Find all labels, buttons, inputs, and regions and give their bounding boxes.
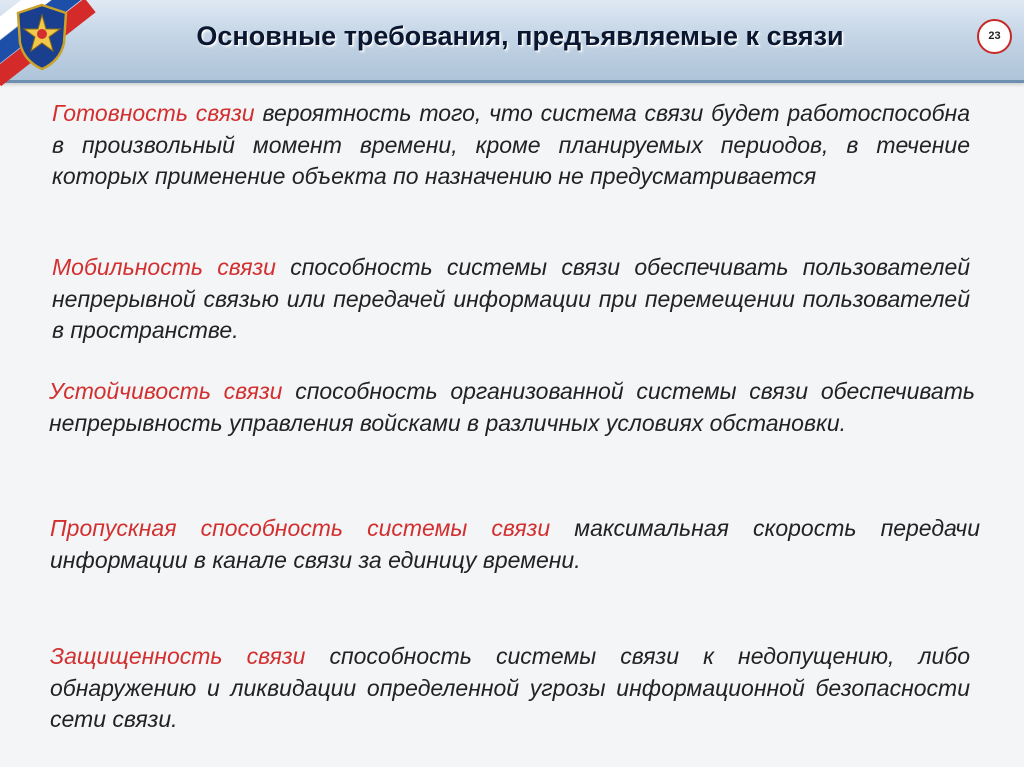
slide-title: Основные требования, предъявляемые к связи: [196, 21, 844, 51]
definition-mobility: [52, 252, 970, 347]
definition-term: Мобильность связи: [52, 254, 276, 280]
definition-term: Устойчивость связи: [49, 378, 283, 404]
slide-header: [0, 0, 1024, 83]
definition-text: вероятность того, что система связи будет работоспособна в произвольный момент времени, кроме планируемых периодов, в течение которых применение объекта по назначению не предусматривается: [52, 100, 971, 189]
definition-throughput: [50, 513, 980, 576]
definition-text: способность системы связи к недопущению, либо обнаружению и ликвидации определенной угрозы информационной безопасности сети связи.: [50, 643, 970, 732]
definition-availability: [52, 98, 970, 193]
definition-term: Защищенность связи: [50, 643, 306, 669]
definition-text: максимальная скорость передачи информации в канале связи за единицу времени.: [50, 515, 981, 573]
definition-term: Пропускная способность системы связи: [50, 515, 551, 541]
definition-text: способность системы связи обеспечивать пользователей непрерывной связью или передачей информации при перемещении пользователей в пространстве.: [52, 254, 971, 343]
definition-security: [50, 641, 970, 736]
page-number-badge: 23: [977, 19, 1012, 54]
military-emblem-icon: [14, 3, 70, 71]
definition-stability: [49, 376, 975, 439]
definition-text: способность организованной системы связи обеспечивать непрерывность управления войсками в различных условиях обстановки.: [49, 378, 975, 436]
definition-term: Готовность связи: [52, 100, 255, 126]
